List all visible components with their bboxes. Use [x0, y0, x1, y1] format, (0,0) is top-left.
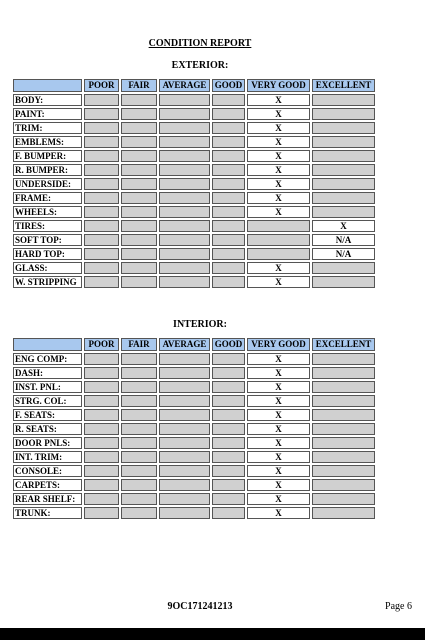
- rating-cell: [84, 395, 119, 407]
- rating-cell: [84, 423, 119, 435]
- rating-cell: [212, 220, 245, 232]
- rating-cell: [212, 94, 245, 106]
- rating-cell: [312, 108, 375, 120]
- rating-cell: [312, 395, 375, 407]
- column-header-cell: EXCELLENT: [312, 79, 375, 92]
- rating-cell: [312, 192, 375, 204]
- rating-cell: X: [247, 276, 310, 288]
- table-row: [13, 367, 375, 379]
- rating-cell: [121, 367, 157, 379]
- rating-cell: [212, 234, 245, 246]
- rating-cell: [121, 178, 157, 190]
- rating-cell: [84, 507, 119, 519]
- rating-cell: [212, 108, 245, 120]
- rating-cell: X: [247, 409, 310, 421]
- rating-cell: X: [247, 479, 310, 491]
- row-label: FRAME:: [13, 192, 82, 204]
- row-label: TIRES:: [13, 220, 82, 232]
- rating-cell: [121, 192, 157, 204]
- row-label: PAINT:: [13, 108, 82, 120]
- row-label: TRUNK:: [13, 507, 82, 519]
- rating-cell: [212, 178, 245, 190]
- rating-cell: [84, 465, 119, 477]
- rating-cell: [212, 507, 245, 519]
- rating-cell: [312, 276, 375, 288]
- rating-cell: [212, 395, 245, 407]
- rating-cell: [312, 122, 375, 134]
- row-label: STRG. COL:: [13, 395, 82, 407]
- rating-cell: [312, 423, 375, 435]
- rating-cell: [212, 206, 245, 218]
- table-row: [13, 220, 375, 232]
- rating-cell: [84, 94, 119, 106]
- rating-cell: [121, 493, 157, 505]
- column-header-cell: EXCELLENT: [312, 338, 375, 351]
- column-header-cell: FAIR: [121, 338, 157, 351]
- table-row: [13, 178, 375, 190]
- row-label: W. STRIPPING: [13, 276, 82, 288]
- rating-cell: [84, 178, 119, 190]
- rating-cell: [121, 451, 157, 463]
- rating-cell: X: [247, 395, 310, 407]
- exterior-section-title: EXTERIOR:: [171, 60, 229, 71]
- column-header-cell: POOR: [84, 79, 119, 92]
- rating-cell: X: [247, 465, 310, 477]
- rating-cell: [84, 409, 119, 421]
- rating-cell: [212, 423, 245, 435]
- rating-cell: X: [247, 150, 310, 162]
- table-row: [13, 507, 375, 519]
- rating-cell: [159, 409, 210, 421]
- rating-cell: [121, 507, 157, 519]
- rating-cell: [121, 479, 157, 491]
- rating-cell: [121, 164, 157, 176]
- column-header-cell: VERY GOOD: [247, 338, 310, 351]
- rating-cell: [312, 262, 375, 274]
- rating-cell: [159, 122, 210, 134]
- column-header-cell: AVERAGE: [159, 338, 210, 351]
- column-header-cell: AVERAGE: [159, 79, 210, 92]
- rating-cell: [121, 94, 157, 106]
- table-row: [13, 423, 375, 435]
- column-header-cell: POOR: [84, 338, 119, 351]
- rating-cell: X: [247, 507, 310, 519]
- rating-cell: X: [247, 178, 310, 190]
- rating-cell: [84, 108, 119, 120]
- rating-cell: [84, 437, 119, 449]
- rating-cell: [312, 381, 375, 393]
- rating-cell: [84, 367, 119, 379]
- rating-cell: [159, 276, 210, 288]
- rating-cell: [84, 451, 119, 463]
- rating-cell: [159, 164, 210, 176]
- table-row: [13, 381, 375, 393]
- rating-cell: [84, 248, 119, 260]
- rating-cell: [212, 409, 245, 421]
- table-row: [13, 94, 375, 106]
- rating-cell: [121, 395, 157, 407]
- rating-cell: X: [247, 164, 310, 176]
- interior-condition-table: [11, 336, 377, 521]
- table-row: [13, 248, 375, 260]
- rating-cell: [159, 136, 210, 148]
- header-corner-cell: [13, 79, 82, 92]
- rating-cell: X: [247, 381, 310, 393]
- page-number: Page 6: [385, 601, 412, 612]
- rating-cell: [212, 164, 245, 176]
- rating-cell: [84, 479, 119, 491]
- column-header-cell: VERY GOOD: [247, 79, 310, 92]
- column-header-row: [13, 338, 375, 351]
- rating-cell: [121, 437, 157, 449]
- column-header-cell: GOOD: [212, 338, 245, 351]
- rating-cell: [159, 465, 210, 477]
- rating-cell: [247, 248, 310, 260]
- rating-cell: [312, 150, 375, 162]
- rating-cell: [84, 136, 119, 148]
- vehicle-id: 9OC171241213: [167, 601, 233, 612]
- row-label: UNDERSIDE:: [13, 178, 82, 190]
- rating-cell: X: [247, 206, 310, 218]
- table-row: [13, 136, 375, 148]
- rating-cell: [121, 276, 157, 288]
- rating-cell: X: [312, 220, 375, 232]
- table-row: [13, 409, 375, 421]
- rating-cell: [159, 353, 210, 365]
- rating-cell: [159, 248, 210, 260]
- rating-cell: [312, 465, 375, 477]
- rating-cell: [159, 367, 210, 379]
- table-row: [13, 437, 375, 449]
- rating-cell: N/A: [312, 234, 375, 246]
- row-label: R. SEATS:: [13, 423, 82, 435]
- table-row: [13, 276, 375, 288]
- rating-cell: X: [247, 136, 310, 148]
- column-header-cell: FAIR: [121, 79, 157, 92]
- rating-cell: [212, 381, 245, 393]
- rating-cell: [312, 409, 375, 421]
- rating-cell: [121, 409, 157, 421]
- rating-cell: [84, 493, 119, 505]
- rating-cell: [159, 423, 210, 435]
- rating-cell: N/A: [312, 248, 375, 260]
- rating-cell: [84, 262, 119, 274]
- rating-cell: [121, 136, 157, 148]
- rating-cell: [212, 122, 245, 134]
- interior-section-title: INTERIOR:: [173, 319, 227, 330]
- row-label: DASH:: [13, 367, 82, 379]
- rating-cell: [159, 94, 210, 106]
- rating-cell: [312, 178, 375, 190]
- rating-cell: [84, 353, 119, 365]
- rating-cell: [159, 507, 210, 519]
- rating-cell: [212, 493, 245, 505]
- table-row: [13, 493, 375, 505]
- rating-cell: [121, 423, 157, 435]
- rating-cell: [159, 178, 210, 190]
- table-row: [13, 234, 375, 246]
- row-label: GLASS:: [13, 262, 82, 274]
- rating-cell: [312, 136, 375, 148]
- rating-cell: [121, 220, 157, 232]
- rating-cell: X: [247, 423, 310, 435]
- rating-cell: [312, 353, 375, 365]
- row-label: CARPETS:: [13, 479, 82, 491]
- row-label: DOOR PNLS:: [13, 437, 82, 449]
- rating-cell: [212, 262, 245, 274]
- row-label: F. BUMPER:: [13, 150, 82, 162]
- header-corner-cell: [13, 338, 82, 351]
- row-label: REAR SHELF:: [13, 493, 82, 505]
- table-row: [13, 395, 375, 407]
- row-label: BODY:: [13, 94, 82, 106]
- table-row: [13, 262, 375, 274]
- rating-cell: [212, 150, 245, 162]
- rating-cell: [121, 465, 157, 477]
- rating-cell: [312, 507, 375, 519]
- row-label: INT. TRIM:: [13, 451, 82, 463]
- rating-cell: [159, 437, 210, 449]
- table-row: [13, 108, 375, 120]
- rating-cell: [84, 206, 119, 218]
- row-label: ENG COMP:: [13, 353, 82, 365]
- screen-bottom-bar: [0, 628, 425, 640]
- rating-cell: X: [247, 437, 310, 449]
- table-row: [13, 150, 375, 162]
- rating-cell: [121, 262, 157, 274]
- row-label: R. BUMPER:: [13, 164, 82, 176]
- rating-cell: [212, 276, 245, 288]
- rating-cell: [159, 108, 210, 120]
- rating-cell: [312, 437, 375, 449]
- report-title: CONDITION REPORT: [148, 38, 252, 49]
- rating-cell: [212, 437, 245, 449]
- rating-cell: [247, 220, 310, 232]
- rating-cell: [312, 479, 375, 491]
- rating-cell: X: [247, 108, 310, 120]
- rating-cell: [159, 220, 210, 232]
- rating-cell: X: [247, 451, 310, 463]
- rating-cell: [212, 479, 245, 491]
- column-header-row: [13, 79, 375, 92]
- rating-cell: [121, 122, 157, 134]
- rating-cell: [159, 206, 210, 218]
- column-header-cell: GOOD: [212, 79, 245, 92]
- rating-cell: [212, 465, 245, 477]
- rating-cell: X: [247, 192, 310, 204]
- table-row: [13, 465, 375, 477]
- rating-cell: [84, 220, 119, 232]
- rating-cell: X: [247, 122, 310, 134]
- table-row: [13, 122, 375, 134]
- rating-cell: [84, 276, 119, 288]
- table-row: [13, 164, 375, 176]
- rating-cell: [312, 206, 375, 218]
- row-label: TRIM:: [13, 122, 82, 134]
- row-label: SOFT TOP:: [13, 234, 82, 246]
- table-row: [13, 451, 375, 463]
- row-label: WHEELS:: [13, 206, 82, 218]
- table-row: [13, 479, 375, 491]
- rating-cell: [121, 234, 157, 246]
- table-row: [13, 192, 375, 204]
- rating-cell: [84, 122, 119, 134]
- rating-cell: [159, 479, 210, 491]
- row-label: INST. PNL:: [13, 381, 82, 393]
- row-label: EMBLEMS:: [13, 136, 82, 148]
- rating-cell: [84, 150, 119, 162]
- exterior-condition-table: [11, 77, 377, 290]
- rating-cell: [212, 367, 245, 379]
- rating-cell: X: [247, 353, 310, 365]
- table-row: [13, 206, 375, 218]
- rating-cell: [247, 234, 310, 246]
- rating-cell: [159, 262, 210, 274]
- rating-cell: [159, 234, 210, 246]
- row-label: F. SEATS:: [13, 409, 82, 421]
- rating-cell: [159, 150, 210, 162]
- rating-cell: [212, 192, 245, 204]
- rating-cell: [84, 234, 119, 246]
- rating-cell: X: [247, 262, 310, 274]
- rating-cell: X: [247, 493, 310, 505]
- rating-cell: [159, 451, 210, 463]
- rating-cell: [121, 353, 157, 365]
- row-label: CONSOLE:: [13, 465, 82, 477]
- rating-cell: [121, 248, 157, 260]
- table-row: [13, 353, 375, 365]
- rating-cell: [159, 493, 210, 505]
- rating-cell: [212, 451, 245, 463]
- rating-cell: [212, 136, 245, 148]
- rating-cell: [212, 353, 245, 365]
- rating-cell: X: [247, 94, 310, 106]
- rating-cell: [212, 248, 245, 260]
- row-label: HARD TOP:: [13, 248, 82, 260]
- rating-cell: [312, 164, 375, 176]
- rating-cell: [84, 192, 119, 204]
- rating-cell: [84, 164, 119, 176]
- rating-cell: [159, 381, 210, 393]
- rating-cell: [312, 493, 375, 505]
- rating-cell: [312, 94, 375, 106]
- rating-cell: [84, 381, 119, 393]
- rating-cell: [312, 367, 375, 379]
- rating-cell: [121, 108, 157, 120]
- rating-cell: [121, 206, 157, 218]
- rating-cell: [159, 192, 210, 204]
- rating-cell: [121, 381, 157, 393]
- rating-cell: X: [247, 367, 310, 379]
- rating-cell: [121, 150, 157, 162]
- rating-cell: [312, 451, 375, 463]
- rating-cell: [159, 395, 210, 407]
